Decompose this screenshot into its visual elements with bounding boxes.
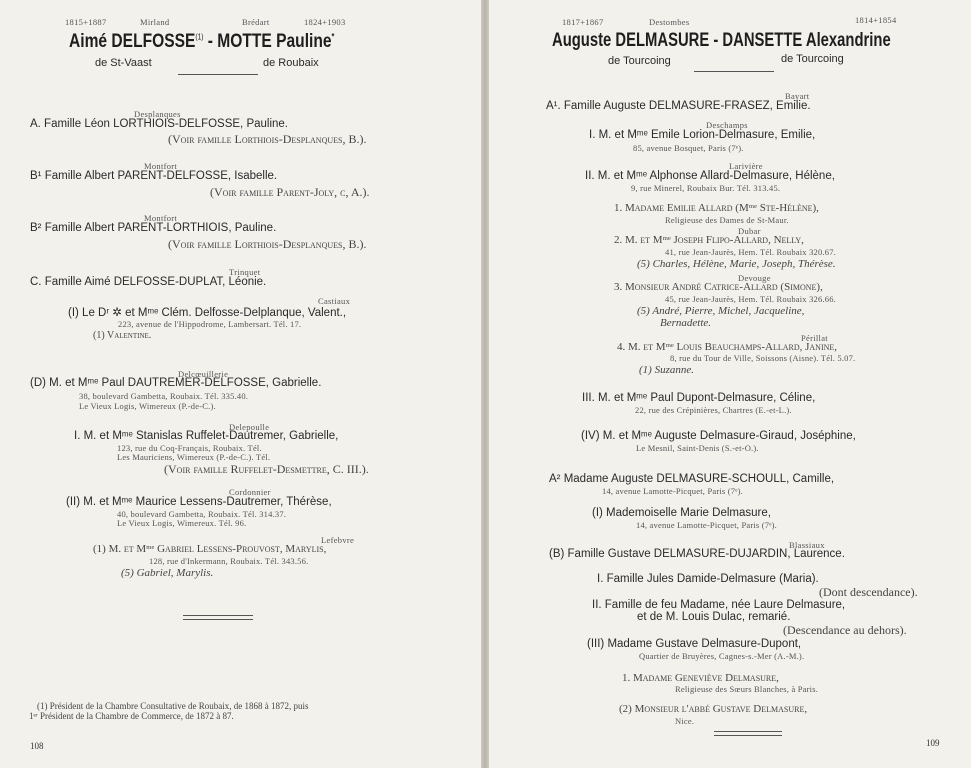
father-dates: 1815+1887 <box>65 17 107 27</box>
entry-b-spouse-origin: Blassiaux <box>789 540 825 550</box>
entry-b-iii-2: (2) Monsieur l'abbé Gustave Delmasure, <box>619 703 808 715</box>
section-divider-top <box>183 615 253 616</box>
title-text-right: Auguste DELMASURE - DANSETTE Alexandrine <box>552 30 891 51</box>
entry-d1-spouse-origin: Delepoulle <box>229 422 270 432</box>
header-divider-right <box>694 71 774 72</box>
entry-b2-ref: (Voir famille Lorthiois-Desplanques, B.). <box>168 237 367 251</box>
entry-a2-i: (I) Mademoiselle Marie Delmasure, <box>592 507 771 519</box>
section-divider-bottom-right <box>714 735 782 736</box>
entry-b-iii-address: Quartier de Bruyères, Cagnes-s.-Mer (A.-M.). <box>639 651 805 661</box>
page-title-right <box>552 30 971 52</box>
entry-d2: (II) M. et Mᵐᵉ Maurice Lessens-Dautremer, Thérèse, <box>66 496 332 508</box>
entry-a2: A² Madame Auguste DELMASURE-SCHOULL, Camille, <box>549 473 835 485</box>
entry-a1-ii-4: 4. M. et Mᵐᵉ Louis Beauchamps-Allard, Janine, <box>617 341 838 353</box>
entry-a1-i-address: 85, avenue Bosquet, Paris (7ᵉ). <box>633 143 744 153</box>
entry-a1: A¹. Famille Auguste DELMASURE-FRASEZ, Emilie. <box>546 100 811 112</box>
entry-a1-ii-1: 1. Madame Emilie Allard (Mᵐᵉ Ste-Hélène), <box>614 202 819 214</box>
mother-dates: 1824+1903 <box>304 17 346 27</box>
book-gutter <box>481 0 489 768</box>
entry-c-spouse-origin: Trinquet <box>229 267 261 277</box>
entry-a1-ii-2-spouse-origin: Dubar <box>738 226 761 236</box>
entry-b-ii-line-1: II. Famille de feu Madame, née Laure Delmasure, <box>592 599 846 611</box>
origin-right-right: de Tourcoing <box>781 53 844 65</box>
entry-a-spouse-origin: Desplanques <box>134 109 181 119</box>
entry-a1-ii-address: 9, rue Minerel, Roubaix Bur. Tél. 313.45. <box>631 183 781 193</box>
entry-d1-address-1: 123, rue du Coq-Français, Roubaix. Tél. <box>117 443 262 453</box>
mother-dates-right: 1814+1854 <box>855 15 897 25</box>
origin-left: de St-Vaast <box>95 57 152 69</box>
entry-b1-ref: (Voir famille Parent-Joly, c, A.). <box>210 185 370 199</box>
title-part2: - MOTTE Pauline <box>203 31 332 52</box>
header-divider <box>178 74 258 75</box>
entry-a1-ii-2-children: (5) Charles, Hélène, Marie, Joseph, Thérèse. <box>637 258 836 270</box>
page-number-left: 108 <box>30 741 44 751</box>
entry-a1-ii: II. M. et Mᵐᵉ Alphonse Allard-Delmasure, Hélène, <box>585 170 835 182</box>
entry-b: (B) Famille Gustave DELMASURE-DUJARDIN, Laurence. <box>549 548 845 560</box>
entry-a1-spouse-origin: Bayart <box>785 91 810 101</box>
entry-a1-iv-address: Le Mesnil, Saint-Denis (S.-et-O.). <box>636 443 759 453</box>
entry-a1-iii-address: 22, rue des Crépinières, Chartres (E.-et-L.). <box>635 405 792 415</box>
entry-b2: B² Famille Albert PARENT-LORTHIOIS, Pauline. <box>30 222 277 234</box>
origin-left-right: de Tourcoing <box>608 55 671 67</box>
entry-b1-spouse-origin: Montfort <box>144 161 178 171</box>
left-page <box>0 0 481 768</box>
entry-b-ii-line-3: (Descendance au dehors). <box>783 623 907 637</box>
origin-right: de Roubaix <box>263 57 319 69</box>
entry-a1-ii-1-note: Religieuse des Dames de St-Maur. <box>665 215 789 225</box>
entry-b-i-line-2: (Dont descendance). <box>819 585 918 599</box>
entry-a1-ii-4-address: 8, rue du Tour de Ville, Soissons (Aisne). Tél. 5.07. <box>670 353 856 363</box>
entry-a2-address: 14, avenue Lamotte-Picquet, Paris (7ᵉ). <box>602 486 743 496</box>
section-divider-top-right <box>714 731 782 732</box>
entry-c1: (I) Le Dʳ ✲ et Mᵐᵉ Clém. Delfosse-Delplanque, Valent., <box>68 307 347 319</box>
entry-d1-address-2: Les Mauriciens, Wimereux (P.-de-C.). Tél. <box>117 452 271 462</box>
entry-d2a-spouse-origin: Lefebvre <box>321 535 355 545</box>
entry-b-iii-1-note: Religieuse des Sœurs Blanches, à Paris. <box>675 684 819 694</box>
father-parents: Mirland <box>140 17 170 27</box>
entry-b-iii-1: 1. Madame Geneviève Delmasure, <box>622 672 779 684</box>
entry-c1-address: 223, avenue de l'Hippodrome, Lambersart. Tél. 17. <box>118 319 302 329</box>
entry-d2a-children: (5) Gabriel, Marylis. <box>121 567 214 579</box>
entry-a1-ii-3-address: 45, rue Jean-Jaurès, Hem. Tél. Roubaix 326.66. <box>665 294 836 304</box>
entry-a1-ii-3-spouse-origin: Devouge <box>738 273 771 283</box>
entry-a: A. Famille Léon LORTHIOIS-DELFOSSE, Pauline. <box>30 118 288 130</box>
entry-d-address-1: 38, boulevard Gambetta, Roubaix. Tél. 335.40. <box>79 391 249 401</box>
title-text <box>69 31 334 53</box>
father-parents-right: Destombes <box>649 17 690 27</box>
entry-b-ii-line-2: et de M. Louis Dulac, remarié. <box>637 611 791 623</box>
entry-d1-ref: (Voir famille Ruffelet-Desmettre, C. III.). <box>164 462 369 476</box>
entry-d2-address-1: 40, boulevard Gambetta, Roubaix. Tél. 314.37. <box>117 509 287 519</box>
father-dates-right: 1817+1867 <box>562 17 604 27</box>
title-part1: Aimé DELFOSSE <box>69 31 196 52</box>
mother-parents: Brédart <box>242 17 270 27</box>
footnote-line-2: 1ᵉʳ Président de la Chambre de Commerce, de 1872 à 87. <box>29 711 234 721</box>
right-page <box>489 0 971 768</box>
entry-c1-child: (1) Valentine. <box>93 330 152 341</box>
entry-d2a: (1) M. et Mᵐᵉ Gabriel Lessens-Prouvost, Marylis, <box>93 543 327 555</box>
entry-d: (D) M. et Mᵐᵉ Paul DAUTREMER-DELFOSSE, Gabrielle. <box>30 377 322 389</box>
title-footnote-ref: (1) <box>195 32 204 42</box>
entry-d-address-2: Le Vieux Logis, Wimereux (P.-de-C.). <box>79 401 216 411</box>
entry-a1-ii-3: 3. Monsieur André Catrice-Allard (Simone), <box>614 281 823 293</box>
entry-a2-i-address: 14, avenue Lamotte-Picquet, Paris (7ᵉ). <box>636 520 777 530</box>
entry-d2a-address: 128, rue d'Inkermann, Roubaix. Tél. 343.56. <box>149 556 309 566</box>
entry-a1-i-spouse-origin: Deschamps <box>706 120 748 130</box>
entry-a1-iii: III. M. et Mᵐᵉ Paul Dupont-Delmasure, Céline, <box>582 392 816 404</box>
entry-b-i-line-1: I. Famille Jules Damide-Delmasure (Maria). <box>597 573 819 585</box>
entry-a1-ii-2: 2. M. et Mᵐᵉ Joseph Flipo-Allard, Nelly, <box>614 234 804 246</box>
entry-a1-ii-spouse-origin: Larivière <box>729 161 763 171</box>
entry-d1: I. M. et Mᵐᵉ Stanislas Ruffelet-Dautremer, Gabrielle, <box>74 430 339 442</box>
entry-b1: B¹ Famille Albert PARENT-DELFOSSE, Isabelle. <box>30 170 278 182</box>
entry-b-iii-2-note: Nice. <box>675 716 695 726</box>
entry-a-ref: (Voir famille Lorthiois-Desplanques, B.). <box>168 132 367 146</box>
entry-a1-iv: (IV) M. et Mᵐᵉ Auguste Delmasure-Giraud, Joséphine, <box>581 430 856 442</box>
entry-c1-spouse-origin: Castiaux <box>318 296 351 306</box>
title-star: * <box>331 31 335 42</box>
entry-c: C. Famille Aimé DELFOSSE-DUPLAT, Léonie. <box>30 276 267 288</box>
page-title <box>69 31 393 53</box>
entry-a1-ii-3-children-2: Bernadette. <box>660 317 712 329</box>
footnote-line-1: (1) Président de la Chambre Consultative de Roubaix, de 1868 à 1872, puis <box>37 701 309 711</box>
page-number-right: 109 <box>926 738 940 748</box>
entry-d2-spouse-origin: Cordonnier <box>229 487 271 497</box>
entry-b2-spouse-origin: Montfort <box>144 213 178 223</box>
entry-b-iii: (III) Madame Gustave Delmasure-Dupont, <box>587 638 802 650</box>
entry-a1-ii-4-spouse-origin: Périllat <box>801 333 828 343</box>
entry-a1-ii-4-children: (1) Suzanne. <box>639 364 694 376</box>
entry-a1-i: I. M. et Mᵐᵉ Emile Lorion-Delmasure, Emilie, <box>589 129 816 141</box>
entry-d-spouse-origin: Delcœuillerie <box>178 369 229 379</box>
entry-d2-address-2: Le Vieux Logis, Wimereux. Tél. 96. <box>117 518 247 528</box>
entry-a1-ii-3-children-1: (5) André, Pierre, Michel, Jacqueline, <box>637 305 805 317</box>
section-divider-bottom <box>183 619 253 620</box>
entry-a1-ii-2-address: 41, rue Jean-Jaurès, Hem. Tél. Roubaix 320.67. <box>665 247 836 257</box>
